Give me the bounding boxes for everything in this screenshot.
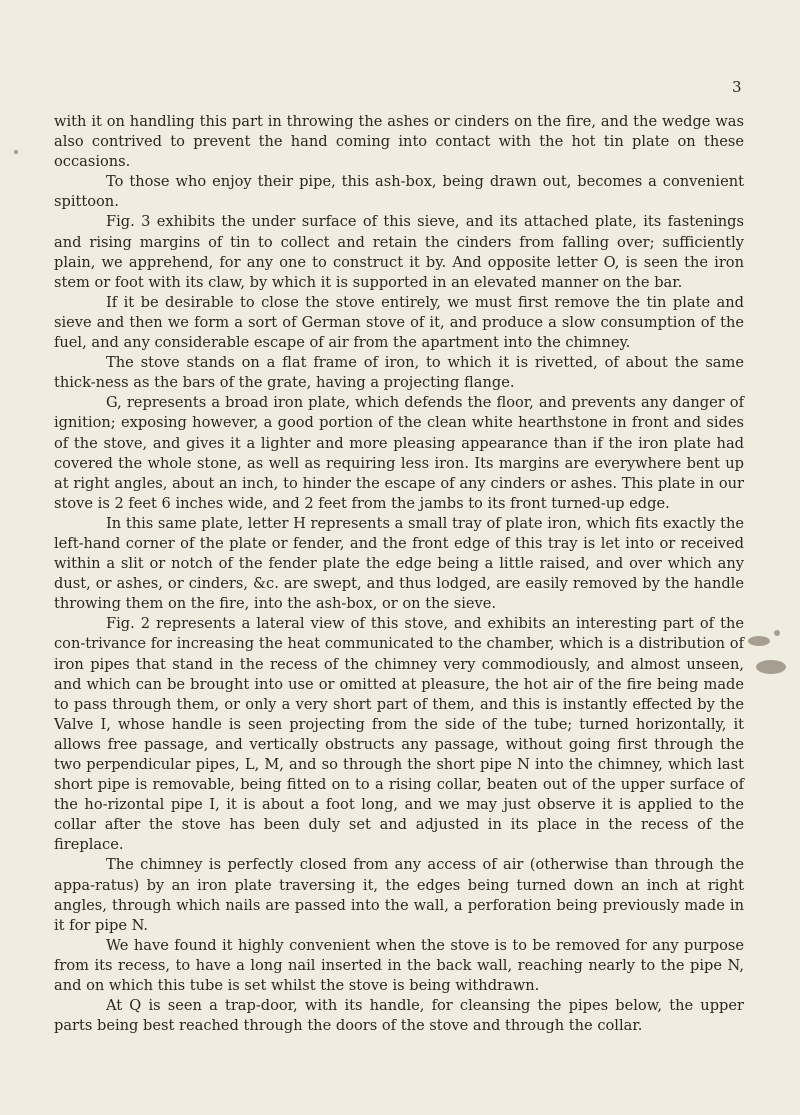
print-blemish [756,660,786,674]
paragraph-4: If it be desirable to close the stove entirely, we must first remove the tin plate and sieve and then we form a sort of German stove of it, and produce a slow consumption of the fuel, and any considerable escape of air from the apartment into the chimney. [54,293,744,352]
print-blemish [748,636,770,646]
print-blemish [774,630,780,636]
print-blemish [14,150,18,154]
paragraph-5: The stove stands on a flat frame of iron, to which it is rivetted, of about the same thick-ness as the bars of the grate, having a projecting flange. [54,354,744,392]
paragraph-3: Fig. 3 exhibits the under surface of this sieve, and its attached plate, its fastenings and rising margins of tin to collect and retain the cinders from falling over; sufficiently plain, we apprehend, for any one to construct it by. And opposite letter O, is seen the iron stem or foot with its claw, by which it is supported in an elevated manner on the bar. [54,213,744,291]
paragraph-8: Fig. 2 represents a lateral view of this stove, and exhibits an interesting part of the con-trivance for increasing the heat communicated to the chamber, which is a distribution of iron pipes that stand in the recess of the chimney very commodiously, and almost unseen, and which can be brought into use or omitted at pleasure, the hot air of the fire being made to pass through them, or only a very short part of them, and this is instantly effected by the Valve I, whose handle is seen projecting from the side of the tube; turned horizontally, it allows free passage, and vertically obstructs any passage, without going first through the two perpendicular pipes, L, M, and so through the short pipe N into the chimney, which last short pipe is removable, being fitted on to a rising collar, beaten out of the upper surface of the ho-rizontal pipe I, it is about a foot long, and we may just observe it is applied to the collar after the stove has been duly set and adjusted in its place in the recess of the fireplace. [54,615,744,854]
body-text [54,112,744,1036]
paragraph-9: The chimney is perfectly closed from any access of air (otherwise than through the appa-ratus) by an iron plate traversing it, the edges being turned down an inch at right angles, through which nails are passed into the wall, a perforation being previously made in it for pipe N. [54,856,744,934]
paragraph-6: G, represents a broad iron plate, which defends the floor, and prevents any danger of ignition; exposing however, a good portion of the clean white hearthstone in front and sides of the stove, and gives it a lighter and more pleasing appearance than if the iron plate had covered the whole stone, as well as requiring less iron. Its margins are everywhere bent up at right angles, about an inch, to hinder the escape of any cinders or ashes. This plate in our stove is 2 feet 6 inches wide, and 2 feet from the jambs to its front turned-up edge. [54,394,744,512]
paragraph-10: We have found it highly convenient when the stove is to be removed for any purpose from its recess, to have a long nail inserted in the back wall, reaching nearly to the pipe N, and on which this tube is set whilst the stove is being withdrawn. [54,936,744,995]
paragraph-11: At Q is seen a trap-door, with its handle, for cleansing the pipes below, the upper parts being best reached through the doors of the stove and through the collar. [54,997,744,1035]
paragraph-7: In this same plate, letter H represents a small tray of plate iron, which fits exactly the left-hand corner of the plate or fender, and the front edge of this tray is let into or received within a slit or notch of the fender plate the edge being a little raised, and over which any dust, or ashes, or cinders, &c. are swept, and thus lodged, are easily removed by the handle throwing them on the fire, into the ash-box, or on the sieve. [54,514,744,613]
paragraph-1: with it on handling this part in throwing the ashes or cinders on the fire, and the wedge was also contrived to prevent the hand coming into contact with the hot tin plate on these occasions. [54,113,744,171]
page-number: 3 [731,78,742,96]
paragraph-2: To those who enjoy their pipe, this ash-box, being drawn out, becomes a convenient spittoon. [54,173,744,211]
